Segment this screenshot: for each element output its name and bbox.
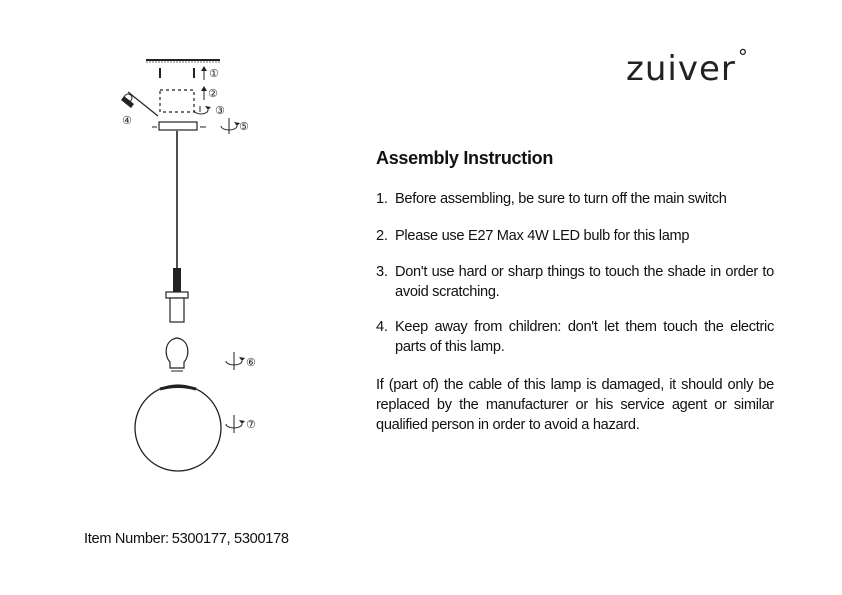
zuiver-logo bbox=[626, 45, 749, 89]
page-title: Assembly Instruction bbox=[376, 148, 554, 168]
step-label-2: ② bbox=[208, 87, 218, 100]
instruction-number: 4. bbox=[376, 319, 388, 335]
instruction-item bbox=[376, 317, 774, 357]
item-number bbox=[84, 531, 289, 547]
ceiling-plate bbox=[146, 60, 220, 62]
instruction-item bbox=[376, 262, 774, 302]
step-label-7: ⑦ bbox=[246, 418, 256, 431]
lamp-holder bbox=[166, 292, 188, 322]
rotate-icon bbox=[221, 118, 240, 134]
step-label-3: ③ bbox=[215, 104, 225, 117]
instruction-text: Don't use hard or sharp things to touch the shade in order to avoid scratching. bbox=[395, 264, 774, 300]
assembly-diagram bbox=[0, 0, 330, 480]
instruction-item bbox=[376, 226, 774, 246]
logo-text: zuiver bbox=[626, 49, 736, 89]
step-label-4: ④ bbox=[122, 114, 132, 127]
item-number-values: 5300177, 5300178 bbox=[171, 531, 289, 547]
instruction-number: 2. bbox=[376, 228, 388, 244]
rotate-icon bbox=[226, 352, 245, 370]
bulb-icon bbox=[166, 338, 188, 371]
pendant-cable bbox=[173, 131, 181, 292]
screw-icon bbox=[160, 66, 207, 80]
step-label-1: ① bbox=[209, 67, 219, 80]
instruction-item bbox=[376, 189, 774, 209]
rotate-icon bbox=[194, 106, 211, 114]
instruction-number: 1. bbox=[376, 191, 388, 207]
instruction-text: Please use E27 Max 4W LED bulb for this lamp bbox=[395, 228, 690, 244]
rotate-icon bbox=[226, 415, 245, 433]
instruction-number: 3. bbox=[376, 264, 388, 280]
step-label-6: ⑥ bbox=[246, 356, 256, 369]
instruction-text: Before assembling, be sure to turn off the main switch bbox=[395, 191, 727, 207]
screwdriver-icon bbox=[121, 92, 158, 116]
safety-warning: If (part of) the cable of this lamp is damaged, it should only be replaced by the manufacturer or his service agent or similar qualified person in order to avoid a hazard. bbox=[376, 377, 774, 433]
item-number-label: Item Number: bbox=[84, 531, 169, 547]
instruction-text: Keep away from children: don't let them touch the electric parts of this lamp. bbox=[395, 319, 774, 355]
cable-connector bbox=[152, 122, 206, 130]
step-label-5: ⑤ bbox=[239, 120, 249, 133]
glass-globe-shade bbox=[135, 385, 221, 471]
logo-mark: ° bbox=[737, 45, 749, 69]
